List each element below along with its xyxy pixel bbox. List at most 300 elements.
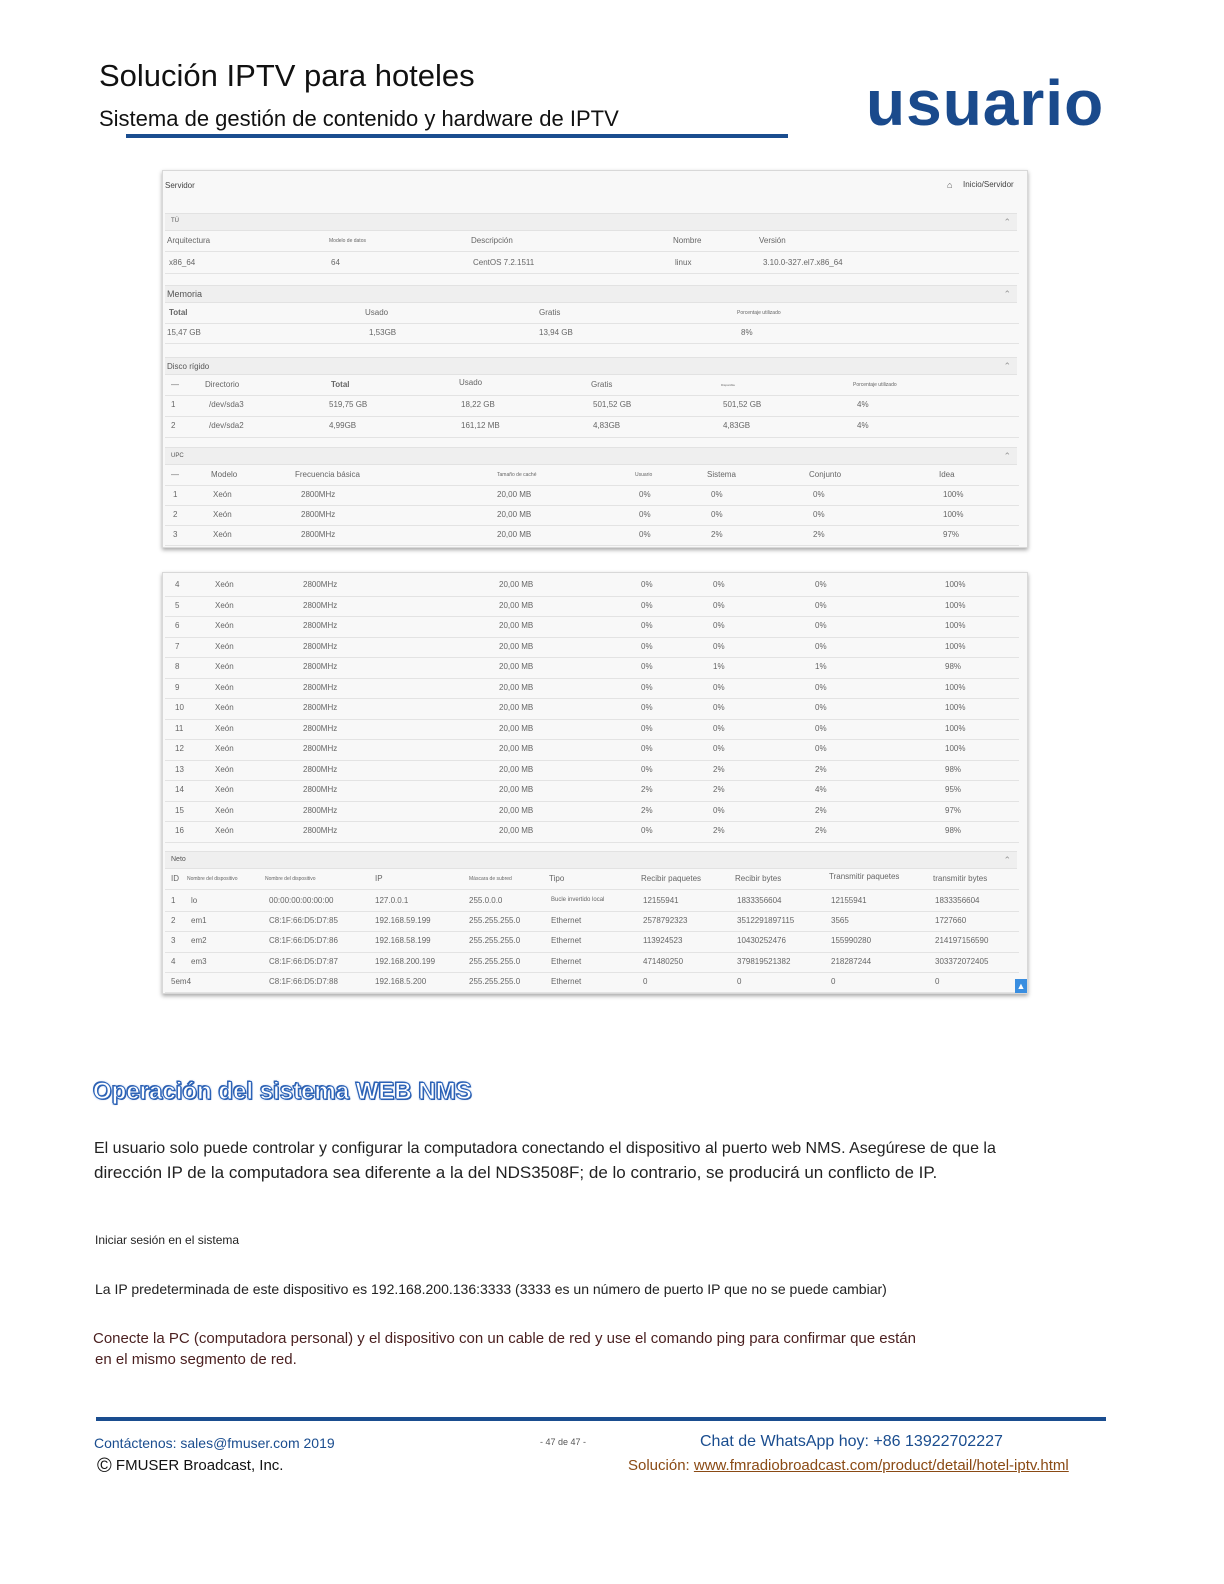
disk-section-label: Disco rígido [167, 362, 210, 371]
cpu-cell: 2% [815, 826, 827, 835]
cpu-cell: 2800MHz [303, 600, 338, 610]
disk-header: Total [331, 380, 350, 389]
cpu-cell: Xeón [215, 600, 234, 610]
cpu-cell: 0% [641, 826, 653, 835]
net-header-row [165, 869, 1019, 890]
net-cell: 218287244 [831, 956, 872, 966]
cpu-section-header[interactable] [165, 447, 1017, 465]
cpu-row [165, 821, 1019, 843]
net-cell: 255.0.0.0 [469, 896, 503, 905]
net-cell: Bucle invertido local [551, 897, 605, 903]
cpu-header: Conjunto [809, 470, 842, 479]
cpu-header: Tamaño de caché [497, 472, 537, 478]
cpu-cell: Xeón [213, 510, 232, 519]
cpu-cell: 0% [711, 490, 723, 499]
cpu-cell: 13 [175, 764, 184, 774]
cpu-cell: 0% [641, 744, 653, 753]
cpu-header: Modelo [211, 470, 238, 479]
net-cell: 0 [737, 976, 742, 986]
cpu-header: Frecuencia básica [295, 470, 360, 479]
net-section-header[interactable] [165, 851, 1017, 869]
cpu-cell: Xeón [215, 682, 234, 692]
net-cell: 255.255.255.0 [469, 956, 521, 966]
os-header: Nombre [673, 236, 702, 245]
cpu-cell: 97% [945, 805, 962, 815]
memory-header: Gratis [539, 308, 561, 317]
cpu-header: Sistema [707, 470, 736, 479]
os-header-row [165, 231, 1019, 252]
disk-cell: 1 [171, 400, 176, 409]
cpu-cell: 20,00 MB [499, 600, 534, 610]
cpu-header: — [171, 470, 179, 479]
net-cell: 0 [935, 976, 940, 986]
os-section-header[interactable] [165, 213, 1017, 231]
connect-line: Conecte la PC (computadora personal) y el dispositivo con un cable de red y use el comando ping para confirmar que están [93, 1330, 916, 1347]
page-number: - 47 de 47 - [540, 1437, 587, 1447]
cpu-cell: 0% [815, 580, 827, 589]
cpu-row [165, 719, 1019, 741]
net-header: IP [375, 874, 383, 883]
cpu-cell: 2800MHz [303, 682, 338, 692]
cpu-cell: 2% [641, 785, 653, 794]
cpu-cell: 0% [641, 641, 653, 651]
cpu-row [165, 637, 1019, 659]
net-cell: 00:00:00:00:00:00 [269, 896, 334, 905]
net-cell: Ethernet [551, 916, 582, 926]
cpu-cell: 0% [641, 723, 653, 733]
footer-rule [96, 1417, 1106, 1421]
cpu-cell: 0% [711, 510, 723, 519]
disk-cell: 4,83GB [723, 421, 751, 430]
cpu-cell: 0% [641, 621, 653, 630]
chevron-up-icon[interactable]: ⌃ [1003, 855, 1011, 865]
cpu-cell: 2 [173, 510, 178, 519]
disk-header: Usado [459, 378, 483, 387]
cpu-cell: 0% [641, 600, 653, 610]
footer-whatsapp: Chat de WhatsApp hoy: +86 13922702227 [700, 1433, 1003, 1450]
net-cell: 0 [643, 976, 648, 986]
cpu-cell: 0% [641, 682, 653, 692]
cpu-cell: Xeón [213, 490, 232, 499]
cpu-cell: 0% [639, 530, 651, 539]
cpu-cell: 2800MHz [301, 530, 336, 539]
disk-header: Disponible [721, 383, 736, 387]
cpu-cell: 0% [815, 744, 827, 753]
net-row [165, 952, 1019, 973]
cpu-row [165, 657, 1019, 679]
cpu-cell: 100% [943, 510, 964, 519]
cpu-cell: 4 [175, 580, 180, 589]
cpu-cell: 0% [713, 621, 725, 630]
net-row [165, 911, 1019, 932]
cpu-cell: 20,00 MB [499, 682, 534, 692]
cpu-row [165, 698, 1019, 720]
net-cell: 192.168.5.200 [375, 976, 427, 986]
cpu-cell: 100% [945, 703, 966, 712]
net-cell: Ethernet [551, 956, 582, 966]
cpu-row [165, 801, 1019, 823]
cpu-cell: 98% [945, 826, 962, 835]
os-value: 64 [331, 258, 340, 267]
cpu-cell: 1 [173, 490, 178, 499]
breadcrumb[interactable]: Inicio/Servidor [963, 180, 1014, 189]
cpu-cell: Xeón [215, 826, 234, 835]
cpu-cell: 2% [641, 805, 653, 815]
memory-header: Porcentaje utilizado [737, 310, 781, 316]
cpu-cell: 0% [713, 641, 725, 651]
cpu-cell: 100% [945, 723, 966, 733]
cpu-cell: 2800MHz [303, 723, 338, 733]
disk-header: Gratis [591, 380, 613, 389]
cpu-cell: 2% [813, 530, 825, 539]
disk-cell: 4,99GB [329, 421, 357, 430]
cpu-cell: 2800MHz [303, 621, 338, 630]
net-cell: C8:1F:66:D5:D7:87 [269, 956, 338, 966]
brand-logo: usuario [866, 67, 1105, 139]
server-panel-top [162, 170, 1028, 548]
os-header: Versión [759, 236, 786, 245]
cpu-cell: 0% [713, 703, 725, 712]
cpu-cell: 20,00 MB [499, 805, 534, 815]
cpu-cell: 0% [713, 682, 725, 692]
net-cell: 303372072405 [935, 956, 989, 966]
cpu-cell: 0% [641, 580, 653, 589]
net-cell: 1833356604 [737, 896, 782, 905]
memory-section-label: Memoria [167, 289, 203, 299]
paragraph-line: dirección IP de la computadora sea diferente a la del NDS3508F; de lo contrario, se producirá un conflicto de IP. [94, 1163, 938, 1182]
cpu-cell: 2800MHz [303, 826, 338, 835]
cpu-cell: 0% [713, 805, 725, 815]
os-value: linux [675, 258, 692, 267]
disk-header: — [171, 380, 179, 389]
net-cell: 1727660 [935, 916, 967, 926]
cpu-cell: Xeón [213, 530, 232, 539]
cpu-cell: 2% [711, 530, 723, 539]
cpu-cell: Xeón [215, 662, 234, 671]
document-title: Solución IPTV para hoteles [99, 58, 475, 93]
solution-link[interactable]: www.fmradiobroadcast.com/product/detail/hotel-iptv.html [693, 1457, 1069, 1474]
disk-cell: /dev/sda3 [209, 400, 244, 409]
cpu-cell: Xeón [215, 744, 234, 753]
net-header: Tipo [549, 874, 565, 883]
memory-value-row [165, 323, 1019, 344]
disk-cell: 501,52 GB [723, 400, 762, 409]
disk-cell: 4,83GB [593, 421, 621, 430]
cpu-cell: 0% [713, 744, 725, 753]
scroll-to-top-icon[interactable]: ▲ [1016, 981, 1026, 991]
cpu-cell: 0% [813, 490, 825, 499]
net-cell: 3512291897115 [737, 916, 795, 926]
cpu-cell: 2% [713, 826, 725, 835]
cpu-header-row [165, 465, 1019, 486]
disk-row [165, 416, 1019, 438]
cpu-cell: Xeón [215, 805, 234, 815]
net-header: Máscara de subred [469, 876, 512, 882]
cpu-cell: 1% [815, 662, 827, 671]
net-cell: 1 [171, 896, 176, 905]
memory-section-header[interactable] [165, 285, 1017, 303]
cpu-header: Usuario [635, 472, 653, 478]
net-cell: 379819521382 [737, 956, 791, 966]
cpu-cell: 20,00 MB [499, 764, 534, 774]
cpu-cell: 100% [945, 580, 966, 589]
net-cell: em2 [191, 936, 207, 946]
os-value: CentOS 7.2.1511 [473, 258, 535, 267]
net-cell: 471480250 [643, 956, 684, 966]
net-cell: C8:1F:66:D5:D7:88 [269, 976, 338, 986]
connect-instructions [93, 1328, 1053, 1370]
cpu-cell: 15 [175, 805, 184, 815]
cpu-cell: 100% [945, 600, 966, 610]
cpu-cell: 20,00 MB [499, 826, 534, 835]
net-row [165, 972, 1019, 993]
memory-value: 8% [741, 328, 753, 337]
net-cell: 12155941 [643, 896, 679, 905]
cpu-cell: 20,00 MB [499, 641, 534, 651]
cpu-cell: 95% [945, 785, 962, 794]
disk-cell: 18,22 GB [461, 400, 495, 409]
net-cell: em1 [191, 916, 207, 926]
cpu-cell: 0% [815, 703, 827, 712]
cpu-cell: 14 [175, 785, 184, 794]
net-cell: 255.255.255.0 [469, 976, 521, 986]
footer-copyright [97, 1455, 283, 1478]
intro-paragraph [94, 1137, 1054, 1185]
os-section-label: TÚ [171, 218, 179, 224]
chevron-up-icon[interactable]: ⌃ [1003, 217, 1011, 227]
net-cell: 5em4 [171, 976, 192, 986]
net-cell: 192.168.59.199 [375, 916, 431, 926]
cpu-cell: 2800MHz [303, 703, 338, 712]
os-value-row [165, 253, 1019, 274]
cpu-cell: 20,00 MB [497, 530, 532, 539]
cpu-cell: Xeón [215, 764, 234, 774]
net-cell: C8:1F:66:D5:D7:86 [269, 936, 338, 946]
cpu-cell: 2800MHz [303, 805, 338, 815]
solution-label: Solución: [628, 1457, 694, 1474]
net-header: Nombre del dispositivo [187, 876, 238, 882]
cpu-cell: 100% [945, 621, 966, 630]
cpu-row [165, 505, 1019, 526]
chevron-up-icon[interactable]: ⌃ [1003, 289, 1011, 299]
cpu-cell: 2800MHz [303, 744, 338, 753]
cpu-cell: 20,00 MB [499, 621, 534, 630]
cpu-cell: 0% [815, 641, 827, 651]
cpu-cell: 7 [175, 641, 180, 651]
memory-value: 1,53GB [369, 328, 397, 337]
cpu-cell: 97% [943, 530, 960, 539]
cpu-cell: 20,00 MB [499, 785, 534, 794]
chevron-up-icon[interactable]: ⌃ [1003, 361, 1011, 371]
net-cell: em3 [191, 956, 207, 966]
net-cell: 113924523 [643, 936, 683, 946]
cpu-cell: 20,00 MB [499, 580, 534, 589]
disk-header: Directorio [205, 380, 240, 389]
cpu-row [165, 616, 1019, 638]
net-cell: 1833356604 [935, 896, 980, 905]
disk-header-row [165, 375, 1019, 396]
net-cell: 3 [171, 936, 176, 946]
net-cell: 2 [171, 916, 176, 926]
cpu-cell: Xeón [215, 703, 234, 712]
cpu-cell: 20,00 MB [497, 490, 532, 499]
cpu-cell: 20,00 MB [499, 703, 534, 712]
cpu-cell: 2% [713, 764, 725, 774]
net-cell: 10430252476 [737, 936, 786, 946]
cpu-cell: 0% [641, 703, 653, 712]
disk-cell: 2 [171, 421, 176, 430]
net-cell: 3565 [831, 916, 849, 926]
section-heading: Operación del sistema WEB NMS [93, 1078, 472, 1105]
net-cell: 255.255.255.0 [469, 916, 521, 926]
cpu-cell: 8 [175, 662, 180, 671]
net-header: Nombre del dispositivo [265, 876, 316, 882]
cpu-row [165, 739, 1019, 761]
connect-line: en el mismo segmento de red. [95, 1351, 297, 1368]
header-rule [126, 134, 788, 138]
cpu-cell: 0% [713, 600, 725, 610]
net-section-label: Neto [171, 856, 186, 863]
net-cell: lo [191, 896, 198, 905]
company-name: FMUSER Broadcast, Inc. [115, 1457, 284, 1474]
cpu-cell: Xeón [215, 723, 234, 733]
cpu-cell: 98% [945, 662, 962, 671]
cpu-cell: 0% [815, 723, 827, 733]
cpu-cell: 20,00 MB [499, 744, 534, 753]
cpu-cell: 2800MHz [303, 580, 338, 589]
disk-row [165, 395, 1019, 417]
disk-cell: 161,12 MB [461, 421, 500, 430]
footer-contact: Contáctenos: sales@fmuser.com 2019 [94, 1435, 335, 1451]
cpu-cell: 2800MHz [303, 662, 338, 671]
net-row [165, 891, 1019, 912]
cpu-cell: 2800MHz [301, 490, 336, 499]
server-panel-bottom [162, 572, 1028, 994]
cpu-cell: 100% [943, 490, 964, 499]
home-icon: ⌂ [947, 180, 953, 190]
net-cell: 4 [171, 956, 176, 966]
cpu-cell: 0% [641, 662, 653, 671]
cpu-cell: 0% [639, 490, 651, 499]
net-header: Recibir bytes [735, 874, 782, 883]
cpu-cell: 5 [175, 600, 180, 610]
os-header: Modelo de datos [329, 238, 366, 244]
disk-section-header[interactable] [165, 357, 1017, 375]
net-cell: 127.0.0.1 [375, 896, 409, 905]
cpu-cell: 1% [713, 662, 725, 671]
cpu-cell: 2% [815, 764, 827, 774]
cpu-cell: 20,00 MB [499, 662, 534, 671]
cpu-cell: 4% [815, 785, 827, 794]
net-cell: 192.168.200.199 [375, 956, 436, 966]
cpu-row [165, 485, 1019, 506]
cpu-cell: 10 [175, 703, 184, 712]
os-value: x86_64 [169, 258, 196, 267]
net-header: Transmitir paquetes [829, 872, 900, 881]
cpu-row [165, 760, 1019, 782]
net-header: transmitir bytes [933, 874, 988, 883]
cpu-cell: Xeón [215, 785, 234, 794]
cpu-cell: 100% [945, 641, 966, 651]
memory-value: 13,94 GB [539, 328, 573, 337]
net-cell: 214197156590 [935, 936, 989, 946]
cpu-row [165, 780, 1019, 802]
paragraph-line: El usuario solo puede controlar y configurar la computadora conectando el dispositivo al puerto web NMS. Asegúrese de que la [94, 1140, 996, 1157]
login-heading: Iniciar sesión en el sistema [95, 1233, 240, 1247]
cpu-cell: 11 [175, 723, 184, 733]
copyright-symbol: © [97, 1455, 112, 1477]
cpu-cell: 98% [945, 764, 962, 774]
cpu-cell: 0% [641, 764, 653, 774]
memory-header: Total [169, 308, 188, 317]
cpu-cell: 2800MHz [303, 641, 338, 651]
cpu-cell: 9 [175, 682, 180, 692]
cpu-cell: 100% [945, 682, 966, 692]
cpu-row [165, 525, 1019, 546]
cpu-cell: 0% [815, 600, 827, 610]
net-cell: 155990280 [831, 936, 872, 946]
panel-title: Servidor [165, 181, 195, 190]
cpu-cell: 6 [175, 621, 180, 630]
net-cell: 192.168.58.199 [375, 936, 431, 946]
cpu-cell: 12 [175, 744, 184, 753]
net-cell: 255.255.255.0 [469, 936, 521, 946]
net-cell: 12155941 [831, 896, 867, 905]
cpu-cell: 2% [713, 785, 725, 794]
os-header: Descripción [471, 236, 513, 245]
cpu-cell: 100% [945, 744, 966, 753]
cpu-cell: 0% [713, 723, 725, 733]
disk-cell: 501,52 GB [593, 400, 632, 409]
cpu-cell: 0% [639, 510, 651, 519]
cpu-cell: 0% [815, 621, 827, 630]
cpu-cell: 2% [815, 805, 827, 815]
os-value: 3.10.0-327.el7.x86_64 [763, 258, 843, 267]
disk-cell: 4% [857, 421, 869, 430]
cpu-cell: 20,00 MB [497, 510, 532, 519]
cpu-cell: 3 [173, 530, 178, 539]
cpu-header: Idea [939, 470, 955, 479]
memory-header-row [165, 303, 1019, 324]
memory-header: Usado [365, 308, 389, 317]
net-cell: C8:1F:66:D5:D7:85 [269, 916, 338, 926]
cpu-row [165, 596, 1019, 618]
cpu-row [165, 678, 1019, 700]
net-row [165, 931, 1019, 952]
memory-value: 15,47 GB [167, 328, 201, 337]
net-cell: Ethernet [551, 976, 582, 986]
disk-header: Porcentaje utilizado [853, 382, 897, 388]
cpu-cell: 0% [815, 682, 827, 692]
default-ip-text: La IP predeterminada de este dispositivo es 192.168.200.136:3333 (3333 es un número de puerto IP que no se puede cambiar) [95, 1281, 887, 1297]
cpu-section-label: UPC [171, 453, 184, 459]
net-header: ID [171, 874, 179, 883]
disk-cell: 4% [857, 400, 869, 409]
cpu-cell: 20,00 MB [499, 723, 534, 733]
cpu-cell: 2800MHz [303, 764, 338, 774]
cpu-cell: 2800MHz [301, 510, 336, 519]
footer-solution [628, 1457, 1069, 1474]
disk-cell: /dev/sda2 [209, 421, 244, 430]
chevron-up-icon[interactable]: ⌃ [1003, 451, 1011, 461]
document-subtitle: Sistema de gestión de contenido y hardware de IPTV [99, 106, 619, 131]
net-cell: 0 [831, 976, 836, 986]
os-header: Arquitectura [167, 236, 211, 245]
cpu-cell: Xeón [215, 641, 234, 651]
cpu-cell: 16 [175, 826, 184, 835]
disk-cell: 519,75 GB [329, 400, 368, 409]
cpu-cell: Xeón [215, 621, 234, 630]
